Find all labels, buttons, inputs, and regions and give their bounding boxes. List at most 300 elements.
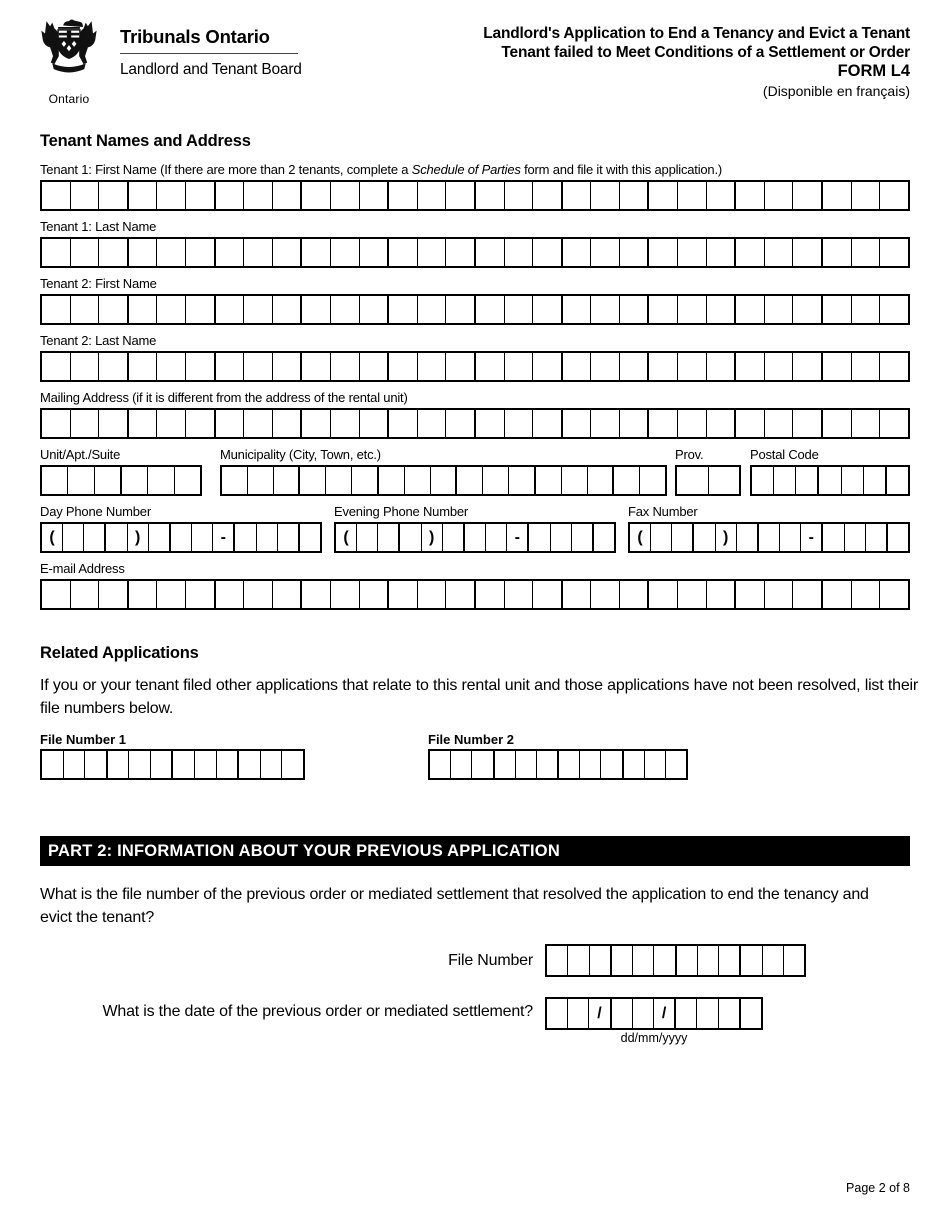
comb-cell[interactable] bbox=[590, 182, 619, 209]
comb-cell[interactable] bbox=[879, 581, 908, 608]
comb-cell[interactable] bbox=[222, 467, 247, 494]
comb-cell[interactable] bbox=[417, 581, 446, 608]
comb-cell[interactable] bbox=[841, 467, 863, 494]
comb-cell[interactable] bbox=[547, 999, 567, 1028]
comb-cell[interactable] bbox=[185, 239, 214, 266]
comb-cell[interactable] bbox=[298, 467, 325, 494]
comb-cell[interactable] bbox=[757, 524, 779, 551]
comb-cell[interactable] bbox=[610, 999, 632, 1028]
comb-cell[interactable] bbox=[677, 182, 706, 209]
comb-cell[interactable] bbox=[300, 296, 330, 323]
comb-cell[interactable] bbox=[647, 353, 677, 380]
comb-cell[interactable] bbox=[169, 524, 191, 551]
comb-cell[interactable] bbox=[298, 524, 320, 551]
comb-cell[interactable] bbox=[622, 751, 644, 778]
comb-cell[interactable] bbox=[62, 524, 83, 551]
comb-cell[interactable] bbox=[359, 581, 388, 608]
tenant2-first-name-field[interactable] bbox=[40, 294, 910, 325]
comb-cell[interactable] bbox=[764, 353, 793, 380]
comb-cell[interactable] bbox=[214, 182, 244, 209]
day-phone-field[interactable] bbox=[40, 522, 322, 553]
comb-cell[interactable] bbox=[677, 296, 706, 323]
comb-cell[interactable] bbox=[430, 751, 450, 778]
comb-cell[interactable] bbox=[752, 467, 773, 494]
comb-cell[interactable] bbox=[821, 182, 851, 209]
comb-cell[interactable] bbox=[94, 467, 120, 494]
comb-cell[interactable] bbox=[377, 467, 404, 494]
comb-cell[interactable] bbox=[764, 182, 793, 209]
comb-cell[interactable] bbox=[851, 296, 880, 323]
comb-cell[interactable] bbox=[600, 751, 621, 778]
comb-cell[interactable] bbox=[619, 353, 648, 380]
comb-cell[interactable] bbox=[63, 751, 85, 778]
comb-cell[interactable] bbox=[272, 239, 301, 266]
comb-cell[interactable] bbox=[619, 410, 648, 437]
comb-cell[interactable] bbox=[98, 410, 127, 437]
comb-cell[interactable] bbox=[561, 296, 591, 323]
comb-cell[interactable] bbox=[718, 999, 739, 1028]
comb-cell[interactable] bbox=[561, 353, 591, 380]
comb-cell[interactable] bbox=[171, 751, 194, 778]
comb-cell[interactable] bbox=[417, 296, 446, 323]
comb-cell[interactable] bbox=[359, 182, 388, 209]
comb-cell[interactable] bbox=[677, 410, 706, 437]
comb-cell[interactable] bbox=[214, 239, 244, 266]
comb-cell[interactable] bbox=[885, 467, 908, 494]
comb-cell[interactable] bbox=[214, 353, 244, 380]
comb-cell[interactable] bbox=[571, 524, 592, 551]
email-field[interactable] bbox=[40, 579, 910, 610]
comb-cell[interactable] bbox=[734, 296, 764, 323]
comb-cell[interactable] bbox=[474, 581, 504, 608]
comb-cell[interactable] bbox=[639, 467, 665, 494]
comb-cell[interactable] bbox=[557, 751, 579, 778]
comb-cell[interactable] bbox=[325, 467, 351, 494]
comb-cell[interactable] bbox=[817, 467, 840, 494]
comb-cell[interactable] bbox=[243, 581, 272, 608]
comb-cell[interactable] bbox=[677, 353, 706, 380]
comb-cell[interactable] bbox=[851, 581, 880, 608]
tenant1-first-name-field[interactable] bbox=[40, 180, 910, 211]
comb-cell[interactable] bbox=[879, 239, 908, 266]
comb-cell[interactable] bbox=[739, 946, 761, 975]
comb-cell[interactable] bbox=[260, 751, 282, 778]
comb-cell[interactable] bbox=[590, 581, 619, 608]
comb-cell[interactable] bbox=[387, 581, 417, 608]
comb-cell[interactable] bbox=[194, 751, 216, 778]
comb-cell[interactable] bbox=[515, 751, 536, 778]
comb-cell[interactable] bbox=[127, 296, 157, 323]
comb-cell[interactable] bbox=[792, 353, 821, 380]
comb-cell[interactable] bbox=[417, 353, 446, 380]
comb-cell[interactable] bbox=[879, 182, 908, 209]
comb-cell[interactable] bbox=[734, 239, 764, 266]
comb-cell[interactable] bbox=[70, 296, 99, 323]
comb-cell[interactable] bbox=[561, 239, 591, 266]
comb-cell[interactable] bbox=[214, 581, 244, 608]
comb-cell[interactable] bbox=[647, 239, 677, 266]
comb-cell[interactable] bbox=[120, 467, 147, 494]
comb-cell[interactable] bbox=[590, 296, 619, 323]
comb-cell[interactable] bbox=[485, 524, 506, 551]
comb-cell[interactable] bbox=[504, 581, 533, 608]
comb-cell[interactable] bbox=[455, 467, 482, 494]
municipality-field[interactable] bbox=[220, 465, 667, 496]
comb-cell[interactable] bbox=[708, 467, 740, 494]
comb-cell[interactable] bbox=[445, 353, 474, 380]
comb-cell[interactable] bbox=[84, 751, 106, 778]
comb-cell[interactable] bbox=[561, 182, 591, 209]
comb-cell[interactable] bbox=[647, 182, 677, 209]
comb-cell[interactable] bbox=[677, 581, 706, 608]
comb-cell[interactable] bbox=[42, 296, 70, 323]
comb-cell[interactable] bbox=[706, 353, 735, 380]
comb-cell[interactable] bbox=[127, 239, 157, 266]
comb-cell[interactable] bbox=[863, 467, 885, 494]
comb-cell[interactable] bbox=[532, 353, 561, 380]
comb-cell[interactable] bbox=[98, 296, 127, 323]
comb-cell[interactable] bbox=[821, 296, 851, 323]
comb-cell[interactable] bbox=[42, 353, 70, 380]
comb-cell[interactable] bbox=[821, 581, 851, 608]
comb-cell[interactable] bbox=[417, 410, 446, 437]
comb-cell[interactable] bbox=[532, 410, 561, 437]
comb-cell[interactable] bbox=[504, 239, 533, 266]
comb-cell[interactable] bbox=[387, 239, 417, 266]
comb-cell[interactable] bbox=[792, 296, 821, 323]
comb-cell[interactable] bbox=[330, 296, 359, 323]
unit-field[interactable] bbox=[40, 465, 202, 496]
comb-cell[interactable] bbox=[191, 524, 212, 551]
comb-cell[interactable] bbox=[567, 999, 588, 1028]
comb-cell[interactable] bbox=[330, 410, 359, 437]
comb-cell[interactable] bbox=[156, 296, 185, 323]
comb-cell[interactable] bbox=[650, 524, 671, 551]
comb-cell[interactable] bbox=[474, 296, 504, 323]
comb-cell[interactable] bbox=[272, 581, 301, 608]
comb-cell[interactable] bbox=[697, 946, 718, 975]
comb-cell[interactable] bbox=[359, 239, 388, 266]
comb-cell[interactable] bbox=[237, 751, 260, 778]
comb-cell[interactable] bbox=[677, 467, 708, 494]
comb-cell[interactable] bbox=[844, 524, 865, 551]
comb-cell[interactable] bbox=[214, 410, 244, 437]
comb-cell[interactable] bbox=[590, 353, 619, 380]
fax-field[interactable] bbox=[628, 522, 910, 553]
comb-cell[interactable] bbox=[272, 410, 301, 437]
comb-cell[interactable] bbox=[156, 239, 185, 266]
comb-cell[interactable] bbox=[42, 410, 70, 437]
comb-cell[interactable] bbox=[98, 182, 127, 209]
comb-cell[interactable] bbox=[442, 524, 463, 551]
part2-date-field[interactable] bbox=[545, 997, 763, 1030]
comb-cell[interactable] bbox=[653, 946, 674, 975]
comb-cell[interactable] bbox=[821, 239, 851, 266]
comb-cell[interactable] bbox=[359, 296, 388, 323]
comb-cell[interactable] bbox=[387, 410, 417, 437]
comb-cell[interactable] bbox=[243, 410, 272, 437]
comb-cell[interactable] bbox=[677, 239, 706, 266]
comb-cell[interactable] bbox=[610, 946, 632, 975]
comb-cell[interactable] bbox=[734, 353, 764, 380]
comb-cell[interactable] bbox=[762, 946, 783, 975]
comb-cell[interactable] bbox=[127, 182, 157, 209]
comb-cell[interactable] bbox=[482, 467, 508, 494]
comb-cell[interactable] bbox=[851, 182, 880, 209]
comb-cell[interactable] bbox=[256, 524, 277, 551]
comb-cell[interactable] bbox=[644, 751, 665, 778]
comb-cell[interactable] bbox=[98, 581, 127, 608]
comb-cell[interactable] bbox=[736, 524, 757, 551]
comb-cell[interactable] bbox=[185, 296, 214, 323]
comb-cell[interactable] bbox=[734, 410, 764, 437]
comb-cell[interactable] bbox=[779, 524, 800, 551]
comb-cell[interactable] bbox=[42, 751, 63, 778]
comb-cell[interactable] bbox=[445, 410, 474, 437]
comb-cell[interactable] bbox=[359, 410, 388, 437]
comb-cell[interactable] bbox=[243, 182, 272, 209]
postal-code-field[interactable] bbox=[750, 465, 910, 496]
comb-cell[interactable] bbox=[561, 467, 587, 494]
mailing-address-field[interactable] bbox=[40, 408, 910, 439]
comb-cell[interactable] bbox=[739, 999, 761, 1028]
comb-cell[interactable] bbox=[398, 524, 420, 551]
comb-cell[interactable] bbox=[185, 410, 214, 437]
comb-cell[interactable] bbox=[532, 182, 561, 209]
comb-cell[interactable] bbox=[330, 182, 359, 209]
comb-cell[interactable] bbox=[104, 524, 126, 551]
comb-cell[interactable] bbox=[493, 751, 515, 778]
comb-cell[interactable] bbox=[632, 946, 653, 975]
comb-cell[interactable] bbox=[387, 182, 417, 209]
comb-cell[interactable] bbox=[792, 410, 821, 437]
comb-cell[interactable] bbox=[504, 410, 533, 437]
comb-cell[interactable] bbox=[330, 353, 359, 380]
comb-cell[interactable] bbox=[404, 467, 430, 494]
comb-cell[interactable] bbox=[647, 581, 677, 608]
comb-cell[interactable] bbox=[300, 239, 330, 266]
comb-cell[interactable] bbox=[619, 182, 648, 209]
comb-cell[interactable] bbox=[706, 296, 735, 323]
comb-cell[interactable] bbox=[647, 410, 677, 437]
comb-cell[interactable] bbox=[128, 751, 150, 778]
comb-cell[interactable] bbox=[534, 467, 561, 494]
comb-cell[interactable] bbox=[696, 999, 717, 1028]
comb-cell[interactable] bbox=[127, 581, 157, 608]
comb-cell[interactable] bbox=[417, 182, 446, 209]
comb-cell[interactable] bbox=[214, 296, 244, 323]
province-field[interactable] bbox=[675, 465, 741, 496]
comb-cell[interactable] bbox=[561, 410, 591, 437]
comb-cell[interactable] bbox=[821, 410, 851, 437]
comb-cell[interactable] bbox=[70, 410, 99, 437]
comb-cell[interactable] bbox=[67, 467, 93, 494]
comb-cell[interactable] bbox=[579, 751, 600, 778]
comb-cell[interactable] bbox=[330, 239, 359, 266]
comb-cell[interactable] bbox=[273, 467, 299, 494]
comb-cell[interactable] bbox=[879, 296, 908, 323]
comb-cell[interactable] bbox=[359, 353, 388, 380]
comb-cell[interactable] bbox=[619, 296, 648, 323]
comb-cell[interactable] bbox=[185, 581, 214, 608]
comb-cell[interactable] bbox=[532, 581, 561, 608]
comb-cell[interactable] bbox=[387, 353, 417, 380]
comb-cell[interactable] bbox=[474, 410, 504, 437]
comb-cell[interactable] bbox=[665, 751, 686, 778]
comb-cell[interactable] bbox=[445, 182, 474, 209]
comb-cell[interactable] bbox=[216, 751, 238, 778]
comb-cell[interactable] bbox=[851, 239, 880, 266]
comb-cell[interactable] bbox=[536, 751, 557, 778]
part2-file-number-field[interactable] bbox=[545, 944, 806, 977]
file-number-1-field[interactable] bbox=[40, 749, 305, 780]
evening-phone-field[interactable] bbox=[334, 522, 616, 553]
comb-cell[interactable] bbox=[450, 751, 471, 778]
comb-cell[interactable] bbox=[764, 239, 793, 266]
comb-cell[interactable] bbox=[247, 467, 273, 494]
comb-cell[interactable] bbox=[734, 581, 764, 608]
comb-cell[interactable] bbox=[70, 353, 99, 380]
comb-cell[interactable] bbox=[243, 353, 272, 380]
comb-cell[interactable] bbox=[148, 524, 169, 551]
comb-cell[interactable] bbox=[865, 524, 886, 551]
comb-cell[interactable] bbox=[463, 524, 485, 551]
tenant2-last-name-field[interactable] bbox=[40, 351, 910, 382]
comb-cell[interactable] bbox=[821, 524, 843, 551]
comb-cell[interactable] bbox=[185, 353, 214, 380]
comb-cell[interactable] bbox=[504, 182, 533, 209]
comb-cell[interactable] bbox=[619, 239, 648, 266]
comb-cell[interactable] bbox=[150, 751, 172, 778]
comb-cell[interactable] bbox=[156, 353, 185, 380]
comb-cell[interactable] bbox=[783, 946, 804, 975]
comb-cell[interactable] bbox=[430, 467, 456, 494]
comb-cell[interactable] bbox=[445, 581, 474, 608]
comb-cell[interactable] bbox=[792, 182, 821, 209]
comb-cell[interactable] bbox=[619, 581, 648, 608]
comb-cell[interactable] bbox=[474, 182, 504, 209]
comb-cell[interactable] bbox=[561, 581, 591, 608]
comb-cell[interactable] bbox=[508, 467, 534, 494]
tenant1-last-name-field[interactable] bbox=[40, 237, 910, 268]
comb-cell[interactable] bbox=[417, 239, 446, 266]
comb-cell[interactable] bbox=[879, 410, 908, 437]
comb-cell[interactable] bbox=[718, 946, 739, 975]
comb-cell[interactable] bbox=[706, 182, 735, 209]
file-number-2-field[interactable] bbox=[428, 749, 688, 780]
comb-cell[interactable] bbox=[504, 353, 533, 380]
comb-cell[interactable] bbox=[147, 467, 173, 494]
comb-cell[interactable] bbox=[764, 410, 793, 437]
comb-cell[interactable] bbox=[42, 182, 70, 209]
comb-cell[interactable] bbox=[567, 946, 588, 975]
comb-cell[interactable] bbox=[98, 353, 127, 380]
comb-cell[interactable] bbox=[851, 410, 880, 437]
comb-cell[interactable] bbox=[773, 467, 795, 494]
comb-cell[interactable] bbox=[70, 182, 99, 209]
comb-cell[interactable] bbox=[42, 239, 70, 266]
comb-cell[interactable] bbox=[281, 751, 303, 778]
comb-cell[interactable] bbox=[300, 410, 330, 437]
comb-cell[interactable] bbox=[675, 946, 697, 975]
comb-cell[interactable] bbox=[185, 182, 214, 209]
comb-cell[interactable] bbox=[83, 524, 104, 551]
comb-cell[interactable] bbox=[174, 467, 200, 494]
comb-cell[interactable] bbox=[550, 524, 571, 551]
comb-cell[interactable] bbox=[706, 410, 735, 437]
comb-cell[interactable] bbox=[42, 467, 67, 494]
comb-cell[interactable] bbox=[590, 410, 619, 437]
comb-cell[interactable] bbox=[445, 296, 474, 323]
comb-cell[interactable] bbox=[156, 410, 185, 437]
comb-cell[interactable] bbox=[532, 296, 561, 323]
comb-cell[interactable] bbox=[821, 353, 851, 380]
comb-cell[interactable] bbox=[300, 353, 330, 380]
comb-cell[interactable] bbox=[377, 524, 398, 551]
comb-cell[interactable] bbox=[272, 353, 301, 380]
comb-cell[interactable] bbox=[233, 524, 255, 551]
comb-cell[interactable] bbox=[527, 524, 549, 551]
comb-cell[interactable] bbox=[243, 296, 272, 323]
comb-cell[interactable] bbox=[692, 524, 714, 551]
comb-cell[interactable] bbox=[592, 524, 614, 551]
comb-cell[interactable] bbox=[70, 581, 99, 608]
comb-cell[interactable] bbox=[792, 239, 821, 266]
comb-cell[interactable] bbox=[504, 296, 533, 323]
comb-cell[interactable] bbox=[471, 751, 492, 778]
comb-cell[interactable] bbox=[300, 581, 330, 608]
comb-cell[interactable] bbox=[886, 524, 908, 551]
comb-cell[interactable] bbox=[632, 999, 653, 1028]
comb-cell[interactable] bbox=[445, 239, 474, 266]
comb-cell[interactable] bbox=[277, 524, 298, 551]
comb-cell[interactable] bbox=[98, 239, 127, 266]
comb-cell[interactable] bbox=[330, 581, 359, 608]
comb-cell[interactable] bbox=[647, 296, 677, 323]
comb-cell[interactable] bbox=[792, 581, 821, 608]
comb-cell[interactable] bbox=[243, 239, 272, 266]
comb-cell[interactable] bbox=[851, 353, 880, 380]
comb-cell[interactable] bbox=[706, 239, 735, 266]
comb-cell[interactable] bbox=[387, 296, 417, 323]
comb-cell[interactable] bbox=[156, 581, 185, 608]
comb-cell[interactable] bbox=[532, 239, 561, 266]
comb-cell[interactable] bbox=[127, 410, 157, 437]
comb-cell[interactable] bbox=[356, 524, 377, 551]
comb-cell[interactable] bbox=[764, 296, 793, 323]
comb-cell[interactable] bbox=[106, 751, 129, 778]
comb-cell[interactable] bbox=[127, 353, 157, 380]
comb-cell[interactable] bbox=[795, 467, 817, 494]
comb-cell[interactable] bbox=[674, 999, 696, 1028]
comb-cell[interactable] bbox=[156, 182, 185, 209]
comb-cell[interactable] bbox=[589, 946, 610, 975]
comb-cell[interactable] bbox=[272, 296, 301, 323]
comb-cell[interactable] bbox=[879, 353, 908, 380]
comb-cell[interactable] bbox=[587, 467, 613, 494]
comb-cell[interactable] bbox=[547, 946, 567, 975]
comb-cell[interactable] bbox=[590, 239, 619, 266]
comb-cell[interactable] bbox=[42, 581, 70, 608]
comb-cell[interactable] bbox=[474, 353, 504, 380]
comb-cell[interactable] bbox=[764, 581, 793, 608]
comb-cell[interactable] bbox=[272, 182, 301, 209]
comb-cell[interactable] bbox=[706, 581, 735, 608]
comb-cell[interactable] bbox=[734, 182, 764, 209]
comb-cell[interactable] bbox=[612, 467, 639, 494]
comb-cell[interactable] bbox=[300, 182, 330, 209]
comb-cell[interactable] bbox=[671, 524, 692, 551]
